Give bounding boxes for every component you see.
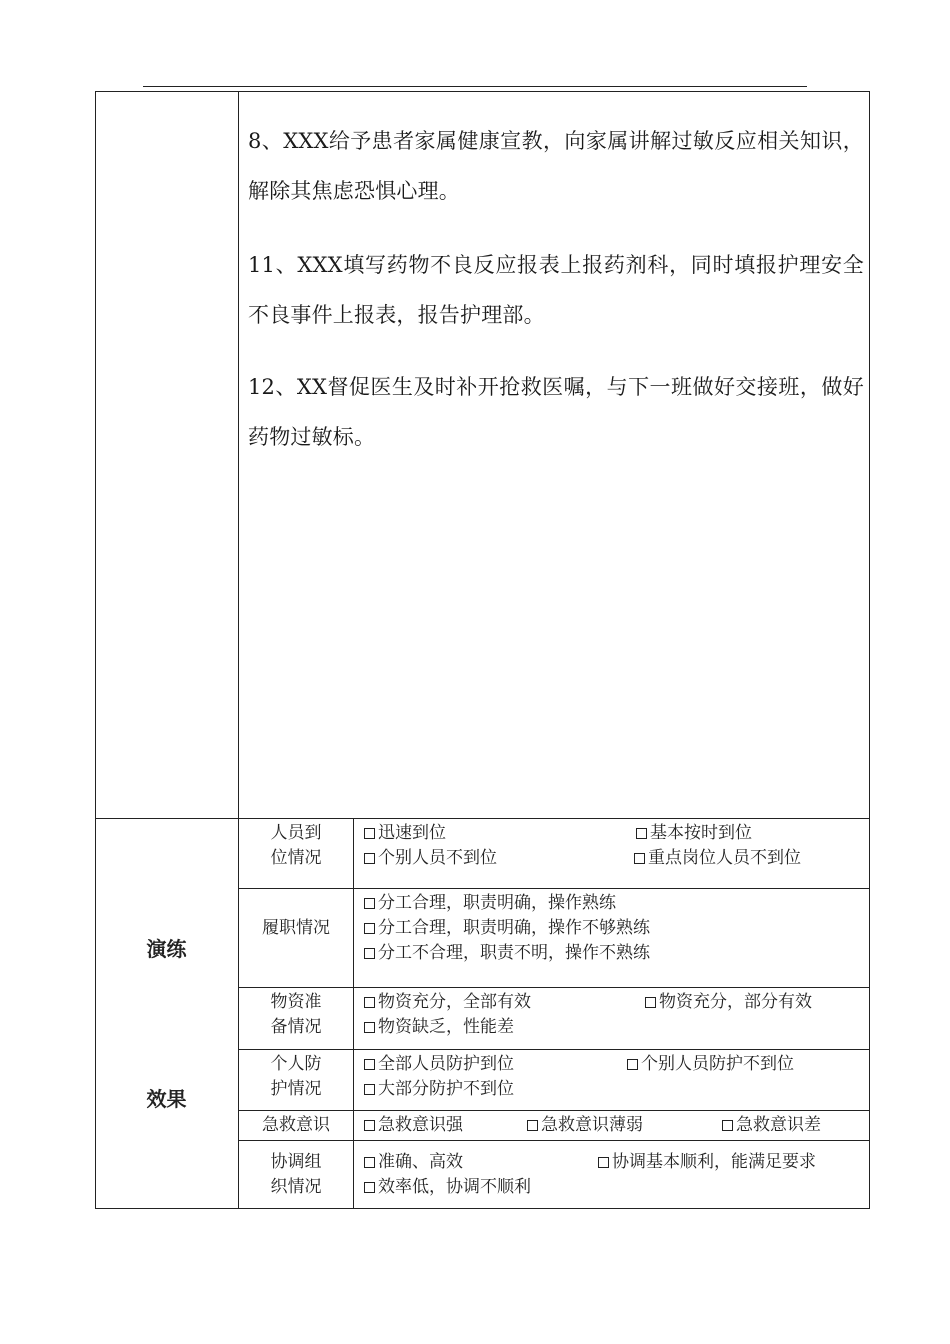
option-materials-lacking[interactable]: 物资缺乏，性能差 — [364, 1015, 514, 1040]
option-basically-on-time[interactable]: 基本按时到位 — [636, 821, 752, 846]
checkbox-icon — [627, 1059, 638, 1070]
option-duty-proficient[interactable]: 分工合理，职责明确，操作熟练 — [364, 891, 616, 916]
checkbox-icon — [364, 923, 375, 934]
option-protection-some-missing[interactable]: 个别人员防护不到位 — [627, 1052, 794, 1077]
checkbox-icon — [636, 828, 647, 839]
option-duty-not-proficient[interactable]: 分工合理，职责明确，操作不够熟练 — [364, 916, 650, 941]
checkbox-icon — [364, 1182, 375, 1193]
option-protection-mostly-missing[interactable]: 大部分防护不到位 — [364, 1077, 514, 1102]
checkbox-icon — [722, 1120, 733, 1131]
checkbox-icon — [364, 1120, 375, 1131]
row-divider — [238, 987, 870, 988]
option-materials-all-effective[interactable]: 物资充分，全部有效 — [364, 990, 531, 1015]
checkbox-icon — [364, 997, 375, 1008]
column-divider-label — [238, 91, 239, 1209]
checkbox-icon — [634, 853, 645, 864]
option-awareness-weak[interactable]: 急救意识薄弱 — [527, 1113, 643, 1138]
option-key-post-absent[interactable]: 重点岗位人员不到位 — [634, 846, 801, 871]
option-duty-unreasonable[interactable]: 分工不合理，职责不明，操作不熟练 — [364, 941, 650, 966]
checkbox-icon — [364, 1022, 375, 1033]
checkbox-icon — [364, 948, 375, 959]
row-divider — [238, 1049, 870, 1050]
option-coordination-smooth[interactable]: 协调基本顺利，能满足要求 — [598, 1150, 816, 1175]
procedure-step-8: 8、XXX给予患者家属健康宣教，向家属讲解过敏反应相关知识，解除其焦虑恐惧心理。 — [248, 129, 864, 203]
row-divider — [238, 1140, 870, 1141]
procedure-step-12: 12、XX督促医生及时补开抢救医嘱，与下一班做好交接班，做好药物过敏标。 — [248, 375, 864, 449]
option-awareness-strong[interactable]: 急救意识强 — [364, 1113, 463, 1138]
option-coordination-efficient[interactable]: 准确、高效 — [364, 1150, 463, 1175]
checkbox-icon — [364, 898, 375, 909]
row-divider — [238, 1110, 870, 1111]
procedure-step-11: 11、XXX填写药物不良反应报表上报药剂科，同时填报护理安全不良事件上报表，报告护理部。 — [248, 253, 864, 327]
option-materials-partly-effective[interactable]: 物资充分，部分有效 — [645, 990, 812, 1015]
category-personal-protection: 个人防 护情况 — [270, 1054, 322, 1099]
section-label-drill: 演练 — [146, 937, 187, 961]
checkbox-icon — [598, 1157, 609, 1168]
checkbox-icon — [364, 828, 375, 839]
checkbox-icon — [645, 997, 656, 1008]
column-divider-options — [353, 818, 354, 1209]
row-divider — [238, 888, 870, 889]
category-coordination: 协调组 织情况 — [270, 1152, 322, 1197]
category-first-aid-awareness: 急救意识 — [262, 1115, 330, 1135]
checkbox-icon — [364, 1157, 375, 1168]
checkbox-icon — [364, 1084, 375, 1095]
option-awareness-poor[interactable]: 急救意识差 — [722, 1113, 821, 1138]
checkbox-icon — [527, 1120, 538, 1131]
checkbox-icon — [364, 853, 375, 864]
section-divider — [95, 818, 870, 819]
category-duty-performance: 履职情况 — [262, 918, 330, 938]
category-personnel-arrival: 人员到 位情况 — [270, 823, 322, 868]
header-rule — [143, 86, 807, 87]
option-rapid-arrival[interactable]: 迅速到位 — [364, 821, 446, 846]
option-some-absent[interactable]: 个别人员不到位 — [364, 846, 497, 871]
option-coordination-inefficient[interactable]: 效率低，协调不顺利 — [364, 1175, 531, 1200]
category-materials: 物资准 备情况 — [270, 992, 322, 1037]
checkbox-icon — [364, 1059, 375, 1070]
option-protection-all[interactable]: 全部人员防护到位 — [364, 1052, 514, 1077]
section-label-effect: 效果 — [146, 1087, 187, 1111]
